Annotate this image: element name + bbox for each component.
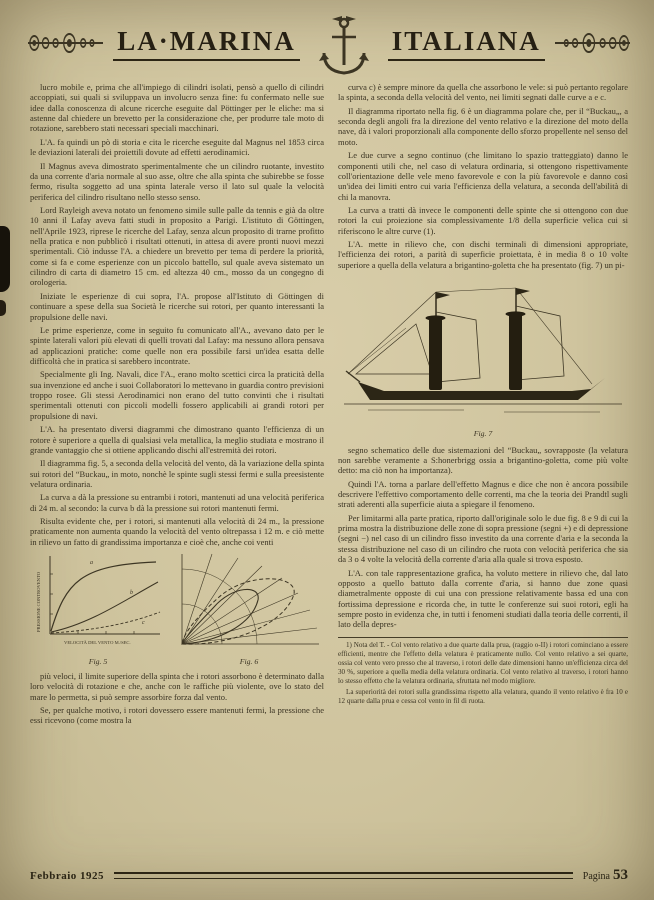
fig7-rotor-ship-drawing [344, 278, 622, 428]
paragraph: lucro mobile e, prima che all'impiego di cilindri isolati, pensò a quello di cilindri accoppiati, sui quali si sviluppava un involucro senza fine: fu confermato nelle sue idee dalla conoscenza di alcune ricerche eseguite dal Pöttinger per le eliche: ma si astenne dal chiedere un brevetto per la considerazione che, per produrre tale moto di rotazione, sarebbero stati necessari speciali macchinari. [30, 82, 324, 134]
figure-row [30, 552, 324, 667]
fig5-ylabel: PRESSIONE CONTROVENTO [36, 572, 41, 633]
figure-6 [174, 552, 324, 667]
scan-artifact-small [0, 300, 6, 316]
paragraph: Il Magnus aveva dimostrato sperimentalmente che un cilindro ruotante, investito da una corrente d'aria normale al suo asse, oltre che alla spinta che subirebbe se fosse fermo, risulta soggetto ad una spinta laterale verso il lato sul quale la velocità periferica del cilindro risultano nello stesso senso. [30, 160, 324, 202]
page-number [583, 867, 628, 884]
issue-date: Febbraio 1925 [30, 869, 105, 882]
curve-label-c: c [142, 620, 145, 627]
fig7-caption: Fig. 7 [473, 429, 493, 439]
paragraph: Lord Rayleigh aveva notato un fenomeno simile sulle palle da tennis e già da oltre 10 anni il Lafay aveva fatti studi in proposito a Parigi. L'istituto di Göttingen, nell'Aprile 1923, riprese le ricerche del Lafay, senza alcun proposito di trarne profitto nella pratica e non pubblicò i risultati ottenuti, in attesa di avere pronti nuovi mezzi sperimentali. Ciò indusse l'A. a chiedere un brevetto per tema di perdere la priorità, come si fa e come esperienze con un piccolo battello, sul quale aveva sistemato un cilindro di carta di diametro 15 cm. ed altezza 40 cm., mosso da un congegno di orologeria. [30, 204, 324, 288]
paragraph: L'A. mette in rilievo che, con dischi terminali di dimensioni appropriate, l'efficienza dei rotori, a parità di superficie proiettata, è in media 8 o 10 volte superiore a quella della velatura a brigantino-goletta che ha presentato (fig. 7) un pi- [338, 239, 628, 270]
magazine-title-left: LA·MARINA [113, 26, 300, 61]
page-number-value: 53 [613, 867, 628, 883]
fig5-caption: Fig. 5 [88, 657, 108, 667]
footnote-paragraph: La superiorità dei rotori sulla grandissima rispetto alla velatura, quando il vento relativo è fra 10 e 12 quarte dalla prua e cessa col vento in fil di ruota. [338, 688, 628, 706]
paragraph: più veloci, il limite superiore della spinta che i rotori assorbono è determinato dalla loro velocità di rotazione e che, anche con le raffiche più violente, ove lo stato del mare lo permetta, si può sempre assorbire forza dal vento. [30, 670, 324, 702]
paragraph: Per limitarmi alla parte pratica, riporto dall'originale solo le due fig. 8 e 9 di cui la prima mostra la distribuzione delle zone di sopra pressione (segni +) e di depressione (segni −) nel caso di un cilindro fisso investito da una corrente d'aria e la seconda la stessa distribuzione nel caso di un cilindro che ruota con velocità periferica che sia da 3 o 4 volte la velocità della corrente d'aria alla quale si trova esposto. [338, 512, 628, 565]
footer-rule [114, 872, 573, 879]
anchor-icon [312, 15, 376, 81]
paragraph: La curva a dà la pressione su entrambi i rotori, mantenuti ad una velocità periferica di 24 m. al secondo: la curva b dà la pressione sui rotori mantenuti fermi. [30, 492, 324, 513]
magazine-title-right: ITALIANA [388, 26, 545, 61]
paragraph: La curva a tratti dà invece le componenti delle spinte che si ottengono con due rotori la cui proiezione sia complessivamente 1/8 della superficie velica cui si riferiscono le altre curve (1). [338, 204, 628, 236]
ornament-left [28, 30, 103, 56]
paragraph: L'A. ha presentato diversi diagrammi che dimostrano quanto l'efficienza di un rotore è superiore a quella di qualsiasi vela metallica, la meglio studiata e mostrano il grande vantaggio che si ottiene applicando dischi all'estremità dei rotori. [30, 424, 324, 455]
footnote-paragraph: 1) Nota del T. - Col vento relativo a due quarte dalla prua, (raggio o-II) i rotori cominciano a essere efficienti, mentre che l'effetto della velatura è praticamente nullo. Col vento relativo a sei quarte, ossia col vento vero presso che al traverso, i rotori delle date dimensioni hanno un'efficienza circa del 30 %, superiore a quella media della velatura ordinaria. Col vento relativo al traverso, i rotori hanno lo stesso effetto che la velatura ordinaria, sfruttata nel modo migliore. [338, 640, 628, 686]
fig5-pressure-chart [30, 552, 166, 654]
sailor-anchor-emblem-icon [312, 15, 376, 86]
chain-ornament-icon [28, 30, 103, 56]
figure-7 [338, 278, 628, 439]
paragraph: Risulta evidente che, per i rotori, si mantenuti alla velocità di 24 m., la pressione praticamente non aumenta quando la velocità del vento oltrepassa i 12 m. e ciò mette in rilievo un fatto di grandissima importanza e cioè che, anche coi venti [30, 516, 324, 547]
paragraph: Quindi l'A. torna a parlare dell'effetto Magnus e dice che non è ancora possibile descrivere l'effettivo comportamento delle correnti, ma che la teoria dei Prandtl sugli strati aderenti alla superficie aiuta a spiegare il fenomeno. [338, 478, 628, 510]
scan-artifact [0, 226, 10, 292]
paragraph: L'A. con tale rappresentazione grafica, ha voluto mettere in rilievo che, dal lato opposto a quello battuto dalla corrente d'aria, si hanno due zone quasi diametralmente opposte di cui una con pressione relativamente bassa ed una con fortissima depressione e ricorda che, in tutte le conferenze sui suoi rotori, egli ha sempre posto in evidenza che, in tutti i fenomeni studiati dalla teoria delle correnti, il lato della depres- [338, 567, 628, 630]
ornament-right [555, 30, 630, 56]
curve-label-a: a [90, 560, 93, 567]
paragraph: Le due curve a segno continuo (che limitano lo spazio tratteggiato) danno le componenti utili che, nel caso di velatura ordinaria, si ottengono rispettivamente coll'orientazione delle vele meno favorevole e con la più favorevole e danno così un'idea dei limiti entro cui varia l'efficienza della velatura, a seconda dell'abilità di chi la manovra. [338, 150, 628, 202]
page-label: Pagina [582, 871, 610, 882]
paragraph: L'A. fa quindi un pò di storia e cita le ricerche eseguite dal Magnus nel 1853 circa le deviazioni laterali dei proiettili dovute ad effetti aerodinamici. [30, 136, 324, 158]
curve-label-b: b [130, 590, 133, 597]
paragraph: Le prime esperienze, come in seguito fu comunicato all'A., avevano dato per le spinte laterali valori più elevati di quelli trovati dal Lafay: ma nessuno allora pensava ad applicazioni pratiche: come quelle non era possibile farsi un'idea esatta delle difficoltà che in pratica si sarebbero incontrate. [30, 324, 324, 366]
paragraph: Specialmente gli Ing. Navali, dice l'A., erano molto scettici circa la praticità della sua invenzione ed anche i suoi Collaboratori lo mettevano in guardia contro previsioni troppo rosee. Gli stessi Aerodinamici non erano del tutto convinti che i risultati sperimentali ottenuti con piccoli modelli fossero applicabili ai grandi rotori per propulsione di navi. [30, 369, 324, 421]
paragraph: curva c) è sempre minore da quella che assorbono le vele: si può pertanto regolare la spinta, a seconda della velocità del vento, nei limiti segnati dalle curve a e c. [338, 82, 628, 103]
paragraph: Il diagramma fig. 5, a seconda della velocità del vento, dà la variazione della spinta sui rotori del “Buckau„ in moto, nonchè le spinte sugli stessi fermi e sulla preesistente velatura ordinaria. [30, 458, 324, 489]
figure-5 [30, 552, 166, 667]
paragraph: Se, per qualche motivo, i rotori dovessero essere mantenuti fermi, la pressione che essi ricevono (come mostra la [30, 705, 324, 726]
fig5-xlabel: VELOCITÀ DEL VENTO M./SEC. [64, 640, 131, 646]
chain-ornament-icon [555, 30, 630, 56]
page-footer [30, 867, 628, 884]
article-body [30, 82, 628, 854]
right-column [338, 82, 628, 854]
footnote [338, 637, 628, 707]
fig6-caption: Fig. 6 [239, 657, 259, 667]
left-column [30, 82, 324, 854]
masthead [28, 16, 630, 70]
paragraph: Il diagramma riportato nella fig. 6 è un diagramma polare che, per il “Buckau„, a seconda degli angoli fra la direzione del vento relativo e la direzione del moto della nave, dà i valori proporzionali alla componente dello sforzo propellente nel senso del moto. [338, 105, 628, 147]
paragraph: segno schematico delle due sistemazioni del “Buckau„ sovrapposte (la velatura non sarebbe veramente a S:honerbrigg ossia a brigantino-goletta, come più volte detto: ma ciò non ha importanza). [338, 444, 628, 476]
paragraph: Iniziate le esperienze di cui sopra, l'A. propose all'Istituto di Göttingen di continuare a spese della sua Società le ricerche sui rotori, per quanto interessanti la propulsione delle navi. [30, 290, 324, 322]
fig6-polar-diagram [174, 552, 324, 654]
